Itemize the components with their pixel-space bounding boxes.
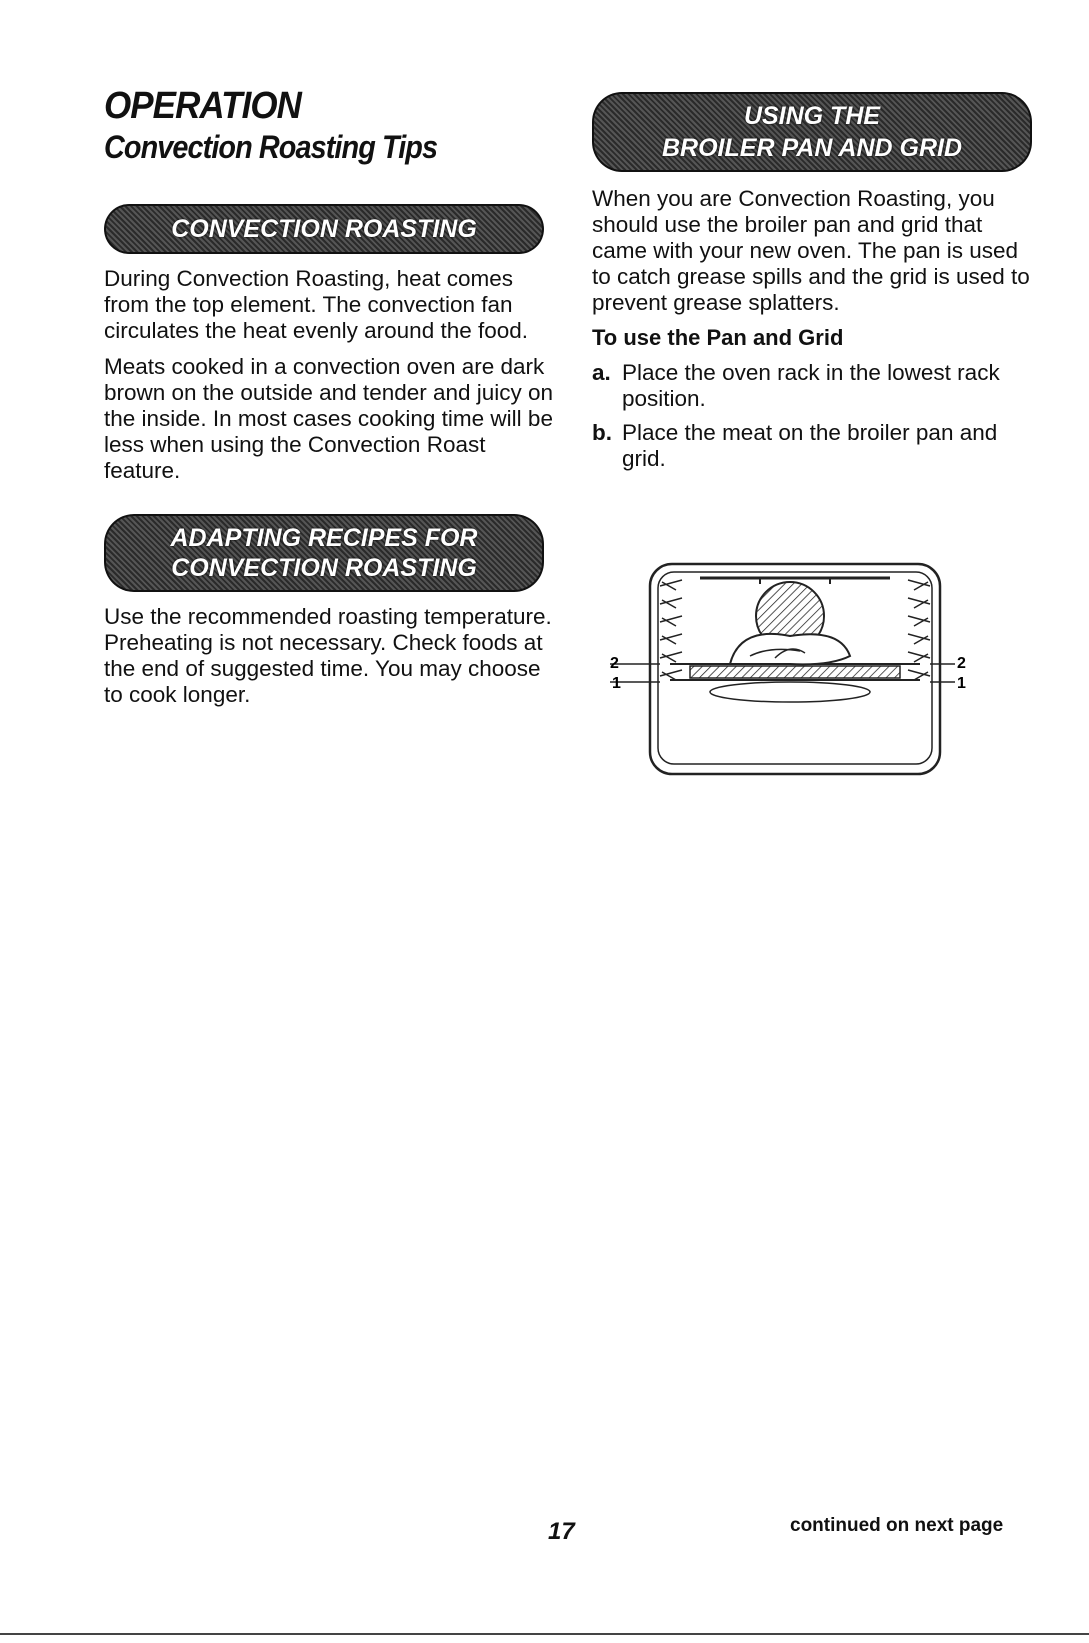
rack-label-right-1: 1 xyxy=(957,675,966,692)
rack-label-right-2: 2 xyxy=(957,655,966,672)
page-bottom-rule xyxy=(0,1633,1089,1635)
oven-diagram xyxy=(600,556,1020,776)
banner-label-line1: USING THE xyxy=(743,102,881,130)
subheading-use-pan: To use the Pan and Grid xyxy=(592,325,844,350)
section-title: OPERATION xyxy=(104,85,301,127)
section-subtitle: Convection Roasting Tips xyxy=(104,129,438,165)
paragraph-meats: Meats cooked in a convection oven are dark brown on the outside and tender and juicy on the inside. In most cases cooking time will be less when using the Convection Roast feature. xyxy=(104,354,554,483)
rack-label-left-2: 2 xyxy=(610,655,619,672)
right-column xyxy=(592,92,1032,472)
paragraph-broiler-intro: When you are Convection Roasting, you should use the broiler pan and grid that came with your new oven. The pan is used to catch grease spills and the grid is used to prevent grease splatters. xyxy=(592,186,1030,315)
step-b xyxy=(592,420,1032,472)
step-text: Place the oven rack in the lowest rack position. xyxy=(622,360,1000,411)
banner-label-line1: ADAPTING RECIPES FOR xyxy=(170,524,478,552)
adapting-recipes-banner xyxy=(104,514,544,592)
banner-label: CONVECTION ROASTING xyxy=(171,215,477,243)
left-column xyxy=(104,84,564,708)
banner-label-line2: BROILER PAN AND GRID xyxy=(662,134,962,162)
continued-note: continued on next page xyxy=(790,1515,1004,1536)
page-number: 17 xyxy=(548,1518,575,1545)
paragraph-heat-source: During Convection Roasting, heat comes from the top element. The convection fan circulates the heat evenly around the food. xyxy=(104,266,529,343)
banner-label-line2: CONVECTION ROASTING xyxy=(171,554,477,582)
step-a xyxy=(592,360,1032,412)
paragraph-adapting: Use the recommended roasting temperature. Preheating is not necessary. Check foods at the end of suggested time. You may choose to cook longer. xyxy=(104,604,552,707)
step-text: Place the meat on the broiler pan and grid. xyxy=(622,420,998,471)
step-marker: a. xyxy=(592,360,611,385)
convection-roasting-banner xyxy=(104,204,544,254)
step-marker: b. xyxy=(592,420,612,445)
broiler-pan-banner xyxy=(592,92,1032,172)
rack-label-left-1: 1 xyxy=(612,675,621,692)
